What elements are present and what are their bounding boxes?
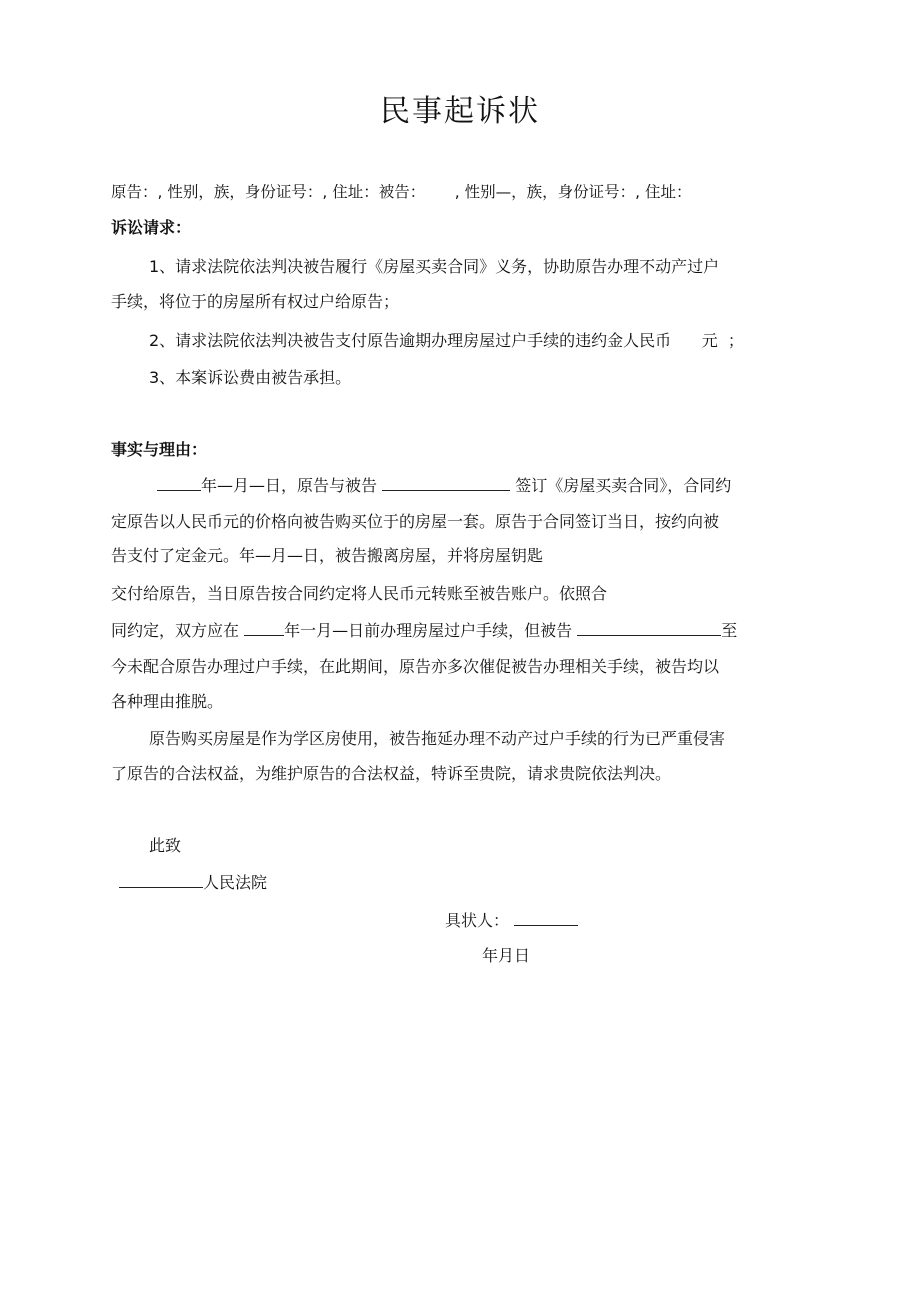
facts-line-1-text-a: 年—月—日，原告与被告	[201, 476, 378, 495]
parties-line: 原告：, 性别，族，身份证号：, 住址：被告： , 性别—，族，身份证号：, 住址：	[111, 183, 692, 201]
facts-line-5-text-a: 同约定，双方应在	[111, 621, 240, 640]
facts-line-1	[157, 475, 731, 497]
closing-text: 此致	[149, 836, 182, 855]
signer-line	[445, 910, 578, 932]
facts-line-7: 各种理由推脱。	[111, 692, 224, 711]
claim-3: 3、本案诉讼费由被告承担。	[149, 368, 352, 387]
facts-line-2: 定原告以人民币元的价格向被告购买位于的房屋一套。原告于合同签订当日，按约向被	[111, 512, 720, 531]
defendant-blank	[382, 475, 510, 491]
reason-line-2: 了原告的合法权益，为维护原告的合法权益，特诉至贵院，请求贵院依法判决。	[111, 764, 672, 783]
year-blank	[157, 475, 201, 491]
claims-heading: 诉讼请求：	[111, 218, 192, 237]
claim-2: 2、请求法院依法判决被告支付原告逾期办理房屋过户手续的违约金人民币 元 ；	[149, 331, 744, 350]
facts-line-5-text-b: 年一月—日前办理房屋过户手续，但被告	[284, 621, 573, 640]
facts-line-5-text-c: 至	[721, 621, 738, 640]
court-name-blank	[119, 872, 203, 888]
facts-line-4: 交付给原告，当日原告按合同约定将人民币元转账至被告账户。依照合	[111, 584, 608, 603]
document-title: 民事起诉状	[380, 94, 540, 129]
signer-blank	[514, 910, 578, 926]
deadline-year-blank	[244, 620, 284, 636]
facts-line-1-text-b: 签订《房屋买卖合同》，合同约	[515, 476, 732, 495]
signer-label: 具状人：	[445, 911, 510, 930]
facts-line-5	[111, 620, 737, 642]
claim-1-line-1: 1、请求法院依法判决被告履行《房屋买卖合同》义务，协助原告办理不动产过户	[149, 257, 720, 276]
date-line: 年月日	[482, 946, 531, 965]
facts-line-6: 今未配合原告办理过户手续，在此期间，原告亦多次催促被告办理相关手续，被告均以	[111, 657, 720, 676]
facts-line-3: 告支付了定金元。年—月—日，被告搬离房屋，并将房屋钥匙	[111, 546, 544, 565]
defendant-blank-2	[577, 620, 721, 636]
court-label: 人民法院	[203, 873, 268, 892]
facts-heading: 事实与理由：	[111, 440, 208, 459]
reason-line-1: 原告购买房屋是作为学区房使用，被告拖延办理不动产过户手续的行为已严重侵害	[149, 729, 726, 748]
claim-1-line-2: 手续，将位于的房屋所有权过户给原告；	[111, 292, 400, 311]
court-line	[119, 872, 267, 894]
